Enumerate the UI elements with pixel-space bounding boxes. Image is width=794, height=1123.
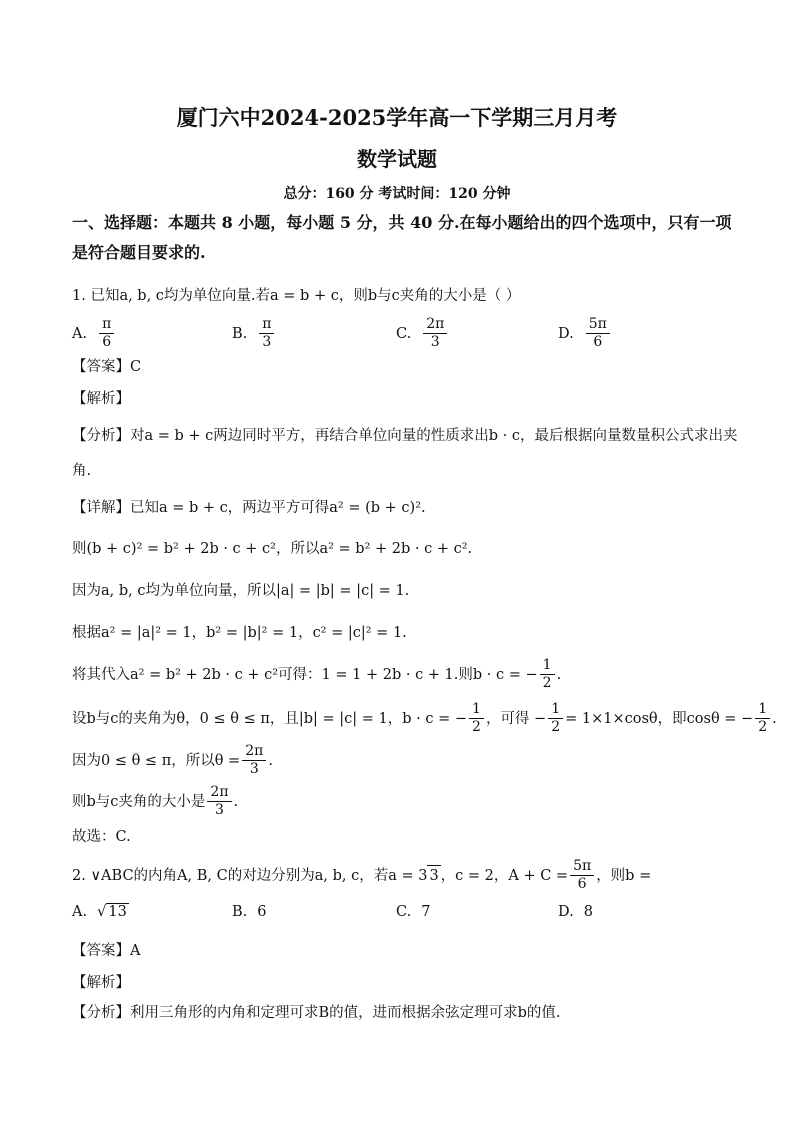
- q1-option-b-label: B.: [232, 325, 248, 342]
- q1-detail-5-fraction: $\frac{1}{2}$: [540, 657, 555, 692]
- q1-answer: 【答案】C: [72, 359, 142, 375]
- q1-detail-7: 因为0 ≤ θ ≤ π，所以θ = $\frac{2\pi}{3}$ .: [72, 743, 273, 777]
- q1-choose: 故选：C.: [72, 829, 131, 845]
- exam-info: 总分：160 分 考试时间：120 分钟: [283, 186, 511, 202]
- q1-option-c-fraction: $\frac{2\pi}{3}$: [423, 316, 447, 351]
- exam-title: 厦门六中2024-2025学年高一下学期三月月考: [176, 105, 618, 130]
- q1-option-a-fraction: $\frac{\pi}{6}$: [99, 316, 114, 351]
- q1-option-b-fraction: $\frac{\pi}{3}$: [259, 316, 274, 351]
- q2-stem: 2. ∨ABC的内角A, B, C的对边分别为a, b, c，若a = 3 3 ，c = 2，A + C = $\frac{5\pi}{6}$ ，则b =: [72, 858, 652, 892]
- q2-option-d: D. 8: [558, 904, 593, 920]
- q1-detail-1: 【详解】已知a = b + c，两边平方可得a² = (b + c)².: [72, 500, 426, 516]
- q1-option-d-fraction: $\frac{5\pi}{6}$: [586, 316, 610, 351]
- q1-detail-5: 将其代入a² = b² + 2b · c + c²可得：1 = 1 + 2b · c + 1.则b · c = − $\frac{1}{2}$ .: [72, 657, 562, 691]
- q1-option-a: [72, 316, 116, 351]
- q1-detail-4: 根据a² = |a|² = 1，b² = |b|² = 1，c² = |c|² = 1.: [72, 625, 407, 641]
- q1-detail-6: 设b与c的夹角为θ，0 ≤ θ ≤ π，且|b| = |c| = 1，b · c = − $\frac{1}{2}$ ，可得 − $\frac{1}{2}$ = 1×1×cosθ，即cosθ = − $\frac{1}{2}$ .: [72, 701, 777, 735]
- q1-detail-8: 则b与c夹角的大小是 $\frac{2\pi}{3}$ .: [72, 784, 239, 818]
- q2-option-b: B. 6: [232, 904, 267, 920]
- q1-detail-2: 则(b + c)² = b² + 2b · c + c²，所以a² = b² + 2b · c + c².: [72, 541, 473, 557]
- q1-analysis-line2: 角.: [72, 463, 92, 479]
- q2-sqrt: 3: [427, 865, 440, 886]
- q1-option-a-label: A.: [72, 325, 88, 342]
- q1-option-c-label: C.: [396, 325, 412, 342]
- q2-answer: 【答案】A: [72, 943, 141, 959]
- q1-option-c: [396, 316, 449, 351]
- q1-analysis-line1: 【分析】对a = b + c两边同时平方，再结合单位向量的性质求出b · c，最后根据向量数量积公式求出夹: [72, 428, 738, 444]
- q1-detail-3: 因为a, b, c均为单位向量，所以|a| = |b| = |c| = 1.: [72, 583, 410, 599]
- q1-option-b: [232, 316, 276, 351]
- section-heading-line2: 是符合题目要求的.: [72, 243, 206, 262]
- q2-analysis-tag: 【解析】: [72, 975, 130, 991]
- q1-analysis-tag: 【解析】: [72, 391, 130, 407]
- q2-option-c: C. 7: [396, 904, 431, 920]
- q1-option-d-label: D.: [558, 325, 574, 342]
- q1-stem: 1. 已知a, b, c均为单位向量.若a = b + c，则b与c夹角的大小是（ ）: [72, 288, 521, 304]
- section-heading-line1: 一、选择题：本题共 8 小题，每小题 5 分，共 40 分.在每小题给出的四个选项中，只有一项: [72, 213, 732, 232]
- q1-option-d: [558, 316, 612, 351]
- exam-subject: 数学试题: [357, 147, 437, 171]
- q2-analysis: 【分析】利用三角形的内角和定理可求B的值，进而根据余弦定理可求b的值.: [72, 1005, 561, 1021]
- q2-option-a: A. √ 13: [72, 904, 127, 920]
